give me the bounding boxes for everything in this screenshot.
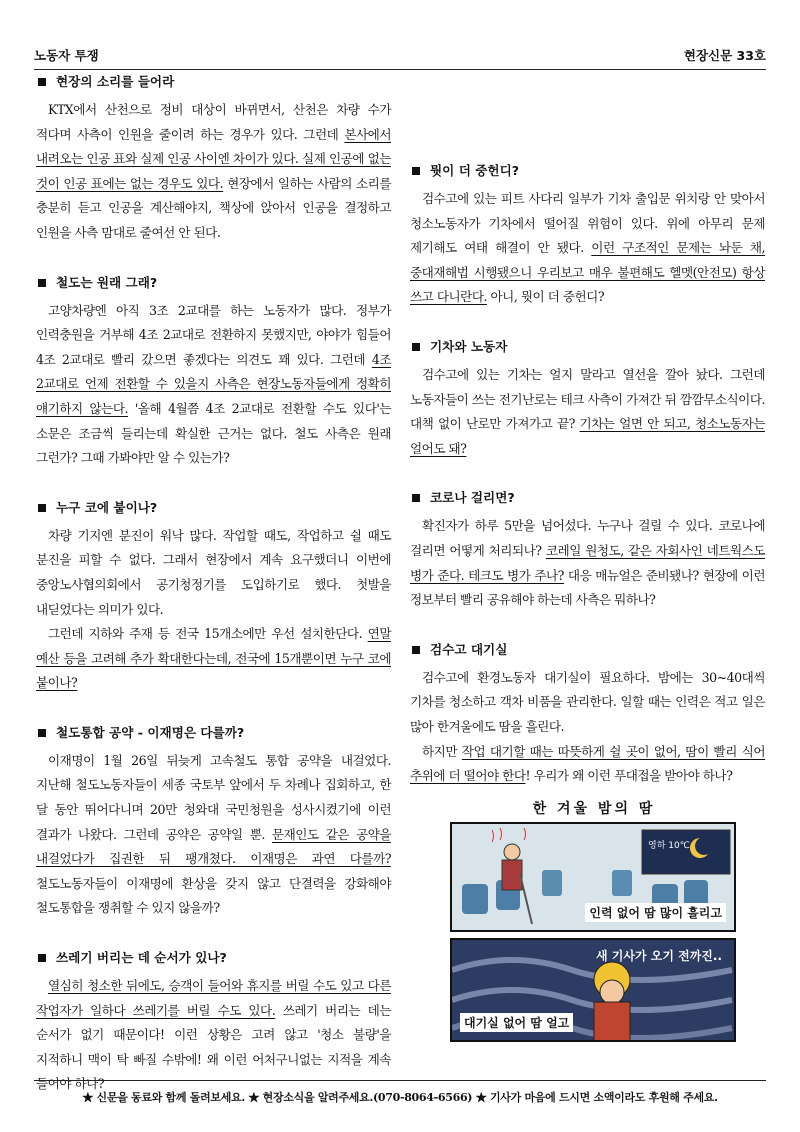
article-title: 누구 코에 붙이나? [36, 497, 391, 519]
page-footer: ★ 신문을 동료와 함께 돌려보세요. ★ 현장소식을 알려주세요.(070-8064-6566) ★ 기사가 마음에 드시면 소액이라도 후원해 주세요. [34, 1080, 766, 1105]
article-body: 이재명이 1월 26일 뒤늦게 고속철도 통합 공약을 내걸었다. 지난해 철도노동자들이 세종 국토부 앞에서 두 차례나 집회하고, 한 달 동안 뛰어다니며 20만 청와대 국민청원을 성사시켰기에 이런 결과가 나왔다. 그런데 공약은 공약일 뿐. 문재인도 같은 공약을 내걸었다가 집권한 뒤 팽개쳤다. 이재명은 과연 다를까? 철도노동자들이 이재명에 환상을 갖지 않고 단결력을 강화해야 철도통합을 쟁취할 수 있지 않을까? [36, 752, 391, 916]
issue-number: 현장신문 33호 [683, 48, 766, 63]
article-air-purifier [36, 497, 391, 696]
speech-text: 새 기사가 오기 전까진.. [596, 949, 722, 963]
article-train-and-workers [410, 336, 765, 461]
article-body: 검수고에 있는 기차는 얼지 말라고 열선을 깔아 놨다. 그런데 노동자들이 쓰는 전기난로는 테크 사측이 가져간 뒤 깜깜무소식이다. 대책 없이 난로만 가져가고 끝? 기차는 얼면 안 되고, 청소노동자는 얼어도 돼? [410, 366, 765, 456]
article-title: 철도는 원래 그래? [36, 272, 391, 294]
article-field-voice [36, 71, 391, 246]
newspaper-name: 노동자 투쟁 [34, 48, 99, 63]
article-what-matters [410, 160, 765, 310]
article-body: 고양차량엔 아직 3조 2교대를 하는 노동자가 많다. 정부가 인력충원을 거부해 4조 2교대로 전환하지 못했지만, 야야가 힘들어 4조 2교대로 빨리 갔으면 좋겠다는 의견도 꽤 있다. 그런데 4조 2교대로 언제 전환할 수 있을지 사측은 현장노동자들에게 정확히 얘기하지 않는다. '올해 4월쯤 4조 2교대로 전환할 수도 있다'는 소문은 조금씩 들리는데 확실한 근거는 없다. 철도 사측은 원래 그런가? 그때 가봐야만 알 수 있는가? [36, 302, 392, 466]
article-rail-merger [36, 722, 391, 921]
article-title: 코로나 걸리면? [410, 487, 765, 509]
article-body: 검수고에 환경노동자 대기실이 필요하다. 밤에는 30~40대씩 기차를 청소하고 객차 비품을 관리한다. 일할 때는 인력은 적고 일은 많아 한겨울에도 땀을 흘린다. [410, 669, 765, 734]
cartoon-panel-cold [450, 938, 736, 1042]
article-body: 검수고에 있는 피트 사다리 일부가 기차 출입문 위치랑 안 맞아서 청소노동자가 기차에서 떨어질 위험이 있다. 위에 아무리 문제 제기해도 여태 해결이 안 됐다. 이런 구조적인 문제는 놔둔 채, 중대재해법 시행됐으니 우리보고 매우 불편해도 헬멧(안전모) 항상 쓰고 다니란다. 아니, 뭣이 더 중헌디? [410, 191, 765, 305]
panel-caption: 대기실 없어 땀 얼고 [460, 1013, 573, 1032]
article-title: 뭣이 더 중헌디? [410, 160, 765, 182]
article-body: KTX에서 산천으로 정비 대상이 바뀌면서, 산천은 차량 수가 적다며 사측이 인원을 줄이려 하는 경우가 있다. 그런데 본사에서 내려오는 인공 표와 실제 인공 사이엔 차이가 있다. 실제 인공에 없는 것이 인공 표에는 없는 경우도 있다. 현장에서 일하는 사람의 소리를 충분히 듣고 인공을 계산해야지, 책상에 앉아서 인공을 결정하고 인원을 사측 맘대로 줄여선 안 된다. [36, 102, 391, 240]
right-column [410, 160, 765, 815]
article-title: 기차와 노동자 [410, 336, 765, 358]
svg-text:영하 10℃: 영하 10℃ [648, 841, 690, 851]
article-body: 열심히 청소한 뒤에도, 승객이 들어와 휴지를 버릴 수도 있고 다른 작업자가 일하다 쓰레기를 버릴 수도 있다. 쓰레기 버리는 데는 순서가 없기 때문이다! 이런 상황은 고려 않고 '청소 불량'을 지적하니 맥이 탁 빠질 수밖에! 왜 이런 어처구니없는 지적을 계속 들어야 하나? [36, 978, 391, 1092]
cartoon-panel-cleaning [450, 822, 736, 932]
article-body: 차량 기지엔 분진이 워낙 많다. 작업할 때도, 작업하고 쉴 때도 분진을 피할 수 없다. 그래서 현장에서 계속 요구했더니 이번에 중앙노사협의회에서 공기청정기를 도입하기로 했다. 첫발을 내딛었다는 의미가 있다. [36, 527, 391, 617]
article-body: 그런데 지하와 주재 등 전국 15개소에만 우선 설치한단다. 연말 예산 등을 고려해 추가 확대한다는데, 전국에 15개뿐이면 누구 코에 붙이나? [36, 626, 391, 691]
cartoon [446, 798, 742, 1048]
square-bullet-icon [38, 729, 46, 737]
article-covid [410, 487, 765, 612]
article-railway-always [36, 272, 391, 471]
square-bullet-icon [38, 279, 46, 287]
square-bullet-icon [412, 494, 420, 502]
article-title: 검수고 대기실 [410, 639, 765, 661]
square-bullet-icon [412, 343, 420, 351]
article-waiting-room [410, 639, 765, 789]
article-title: 철도통합 공약 - 이재명은 다를까? [36, 722, 391, 744]
page-header [34, 44, 766, 70]
panel-caption: 인력 없어 땀 많이 흘리고 [585, 903, 726, 922]
square-bullet-icon [412, 646, 420, 654]
article-body: 하지만 작업 대기할 때는 따뜻하게 쉴 곳이 없어, 땀이 빨리 식어 추위에 더 떨어야 한다! 우리가 왜 이런 푸대접을 받아야 하나? [410, 743, 765, 784]
cartoon-title: 한 겨울 밤의 땀 [532, 801, 656, 817]
square-bullet-icon [38, 78, 46, 86]
article-title: 쓰레기 버리는 데 순서가 있나? [36, 947, 391, 969]
article-body: 확진자가 하루 5만을 넘어섰다. 누구나 걸릴 수 있다. 코로나에 걸리면 어떻게 처리되나? 코레일 원청도, 같은 자회사인 네트웍스도 병가 준다. 테크도 병가 주나? 대응 매뉴얼은 준비됐나? 현장에 이런 정보부터 빨리 공유해야 하는데 사측은 뭐하나? [410, 518, 765, 608]
left-column [36, 71, 391, 1123]
article-trash-order [36, 947, 391, 1097]
article-title: 현장의 소리를 들어라 [36, 71, 391, 93]
square-bullet-icon [38, 504, 46, 512]
square-bullet-icon [412, 167, 420, 175]
square-bullet-icon [38, 954, 46, 962]
